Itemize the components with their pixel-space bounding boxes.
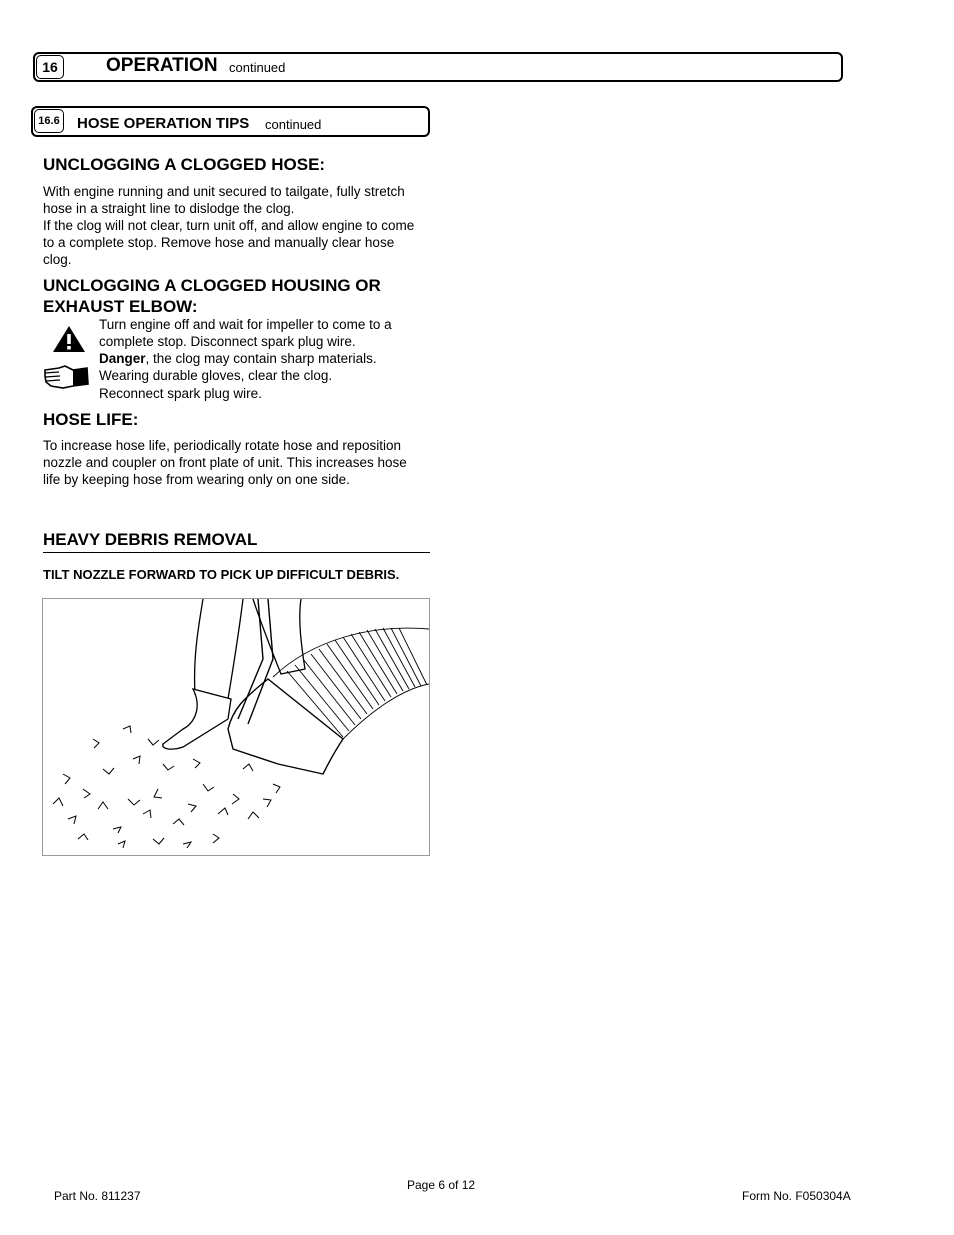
warning-triangle-icon (52, 325, 86, 353)
text-line: nozzle and coupler on front plate of unit. This increases hose (43, 455, 407, 470)
housing-unclog-text (99, 316, 392, 402)
hose-unclog-text (43, 183, 414, 268)
text-line: to a complete stop. Remove hose and manually clear hose (43, 235, 395, 250)
section-number: 16 (36, 55, 64, 79)
part-number: Part No. 811237 (54, 1189, 141, 1203)
heading-rule (43, 552, 430, 553)
illustration-drawing (43, 599, 429, 855)
danger-word: Danger (99, 351, 146, 366)
text-line: With engine running and unit secured to tailgate, fully stretch (43, 184, 405, 199)
section-title: OPERATION (106, 55, 218, 76)
heading-line: UNCLOGGING A CLOGGED HOUSING OR (43, 276, 381, 295)
section-continued: continued (229, 60, 286, 75)
subsection-title: HOSE OPERATION TIPS (77, 115, 250, 132)
heavy-debris-instruction: TILT NOZZLE FORWARD TO PICK UP DIFFICULT DEBRIS. (43, 567, 400, 582)
housing-unclog-heading (43, 275, 381, 317)
text-line: hose in a straight line to dislodge the clog. (43, 201, 295, 216)
hose-life-text (43, 437, 407, 488)
page-number: Page 6 of 12 (407, 1178, 476, 1192)
hose-life-heading: HOSE LIFE: (43, 410, 139, 429)
hose-unclog-heading: UNCLOGGING A CLOGGED HOSE: (43, 155, 326, 174)
subsection-continued: continued (265, 117, 322, 132)
glove-icon (43, 362, 89, 392)
text-line: Reconnect spark plug wire. (99, 386, 262, 401)
text-line: , the clog may contain sharp materials. (145, 351, 377, 366)
text-line: life by keeping hose from wearing only on one side. (43, 472, 350, 487)
text-line: To increase hose life, periodically rotate hose and reposition (43, 438, 401, 453)
text-line: If the clog will not clear, turn unit off, and allow engine to come (43, 218, 415, 233)
subsection-number: 16.6 (34, 109, 64, 133)
debris-removal-illustration (42, 598, 430, 856)
text-line: complete stop. Disconnect spark plug wire. (99, 334, 356, 349)
text-line: Wearing durable gloves, clear the clog. (99, 368, 333, 383)
danger-line (99, 350, 392, 367)
form-number: Form No. F050304A (742, 1189, 851, 1203)
heavy-debris-heading: HEAVY DEBRIS REMOVAL (43, 530, 258, 549)
text-line: Turn engine off and wait for impeller to come to a (99, 317, 392, 332)
text-line: clog. (43, 252, 72, 267)
heading-line: EXHAUST ELBOW: (43, 297, 198, 316)
